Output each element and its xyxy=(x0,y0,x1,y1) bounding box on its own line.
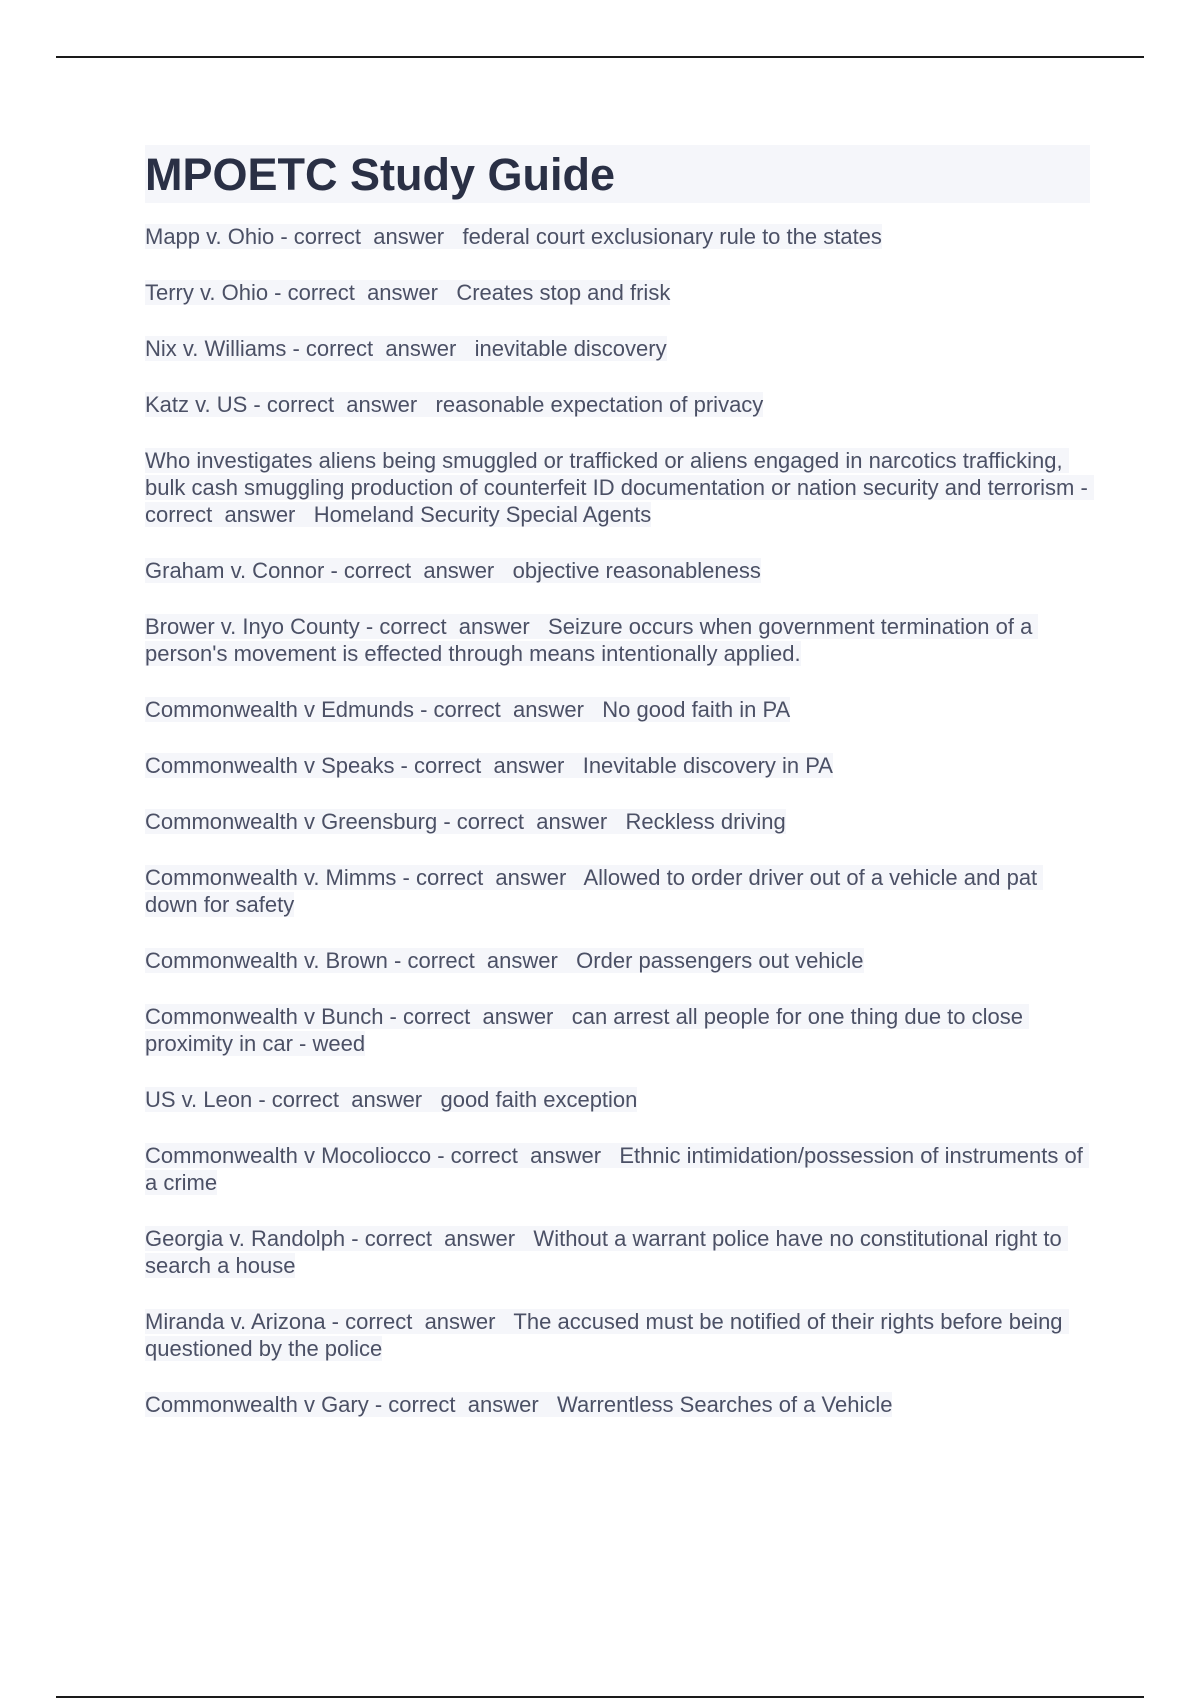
qa-text: Commonwealth v Greensburg - correct answer Reckless driving xyxy=(145,809,786,834)
qa-item xyxy=(145,447,1094,528)
bottom-rule xyxy=(56,1696,1144,1698)
qa-list xyxy=(145,223,1094,1418)
qa-text: US v. Leon - correct answer good faith exception xyxy=(145,1087,638,1112)
qa-item xyxy=(145,864,1090,918)
qa-item xyxy=(145,335,1090,362)
qa-item xyxy=(145,808,1090,835)
qa-text: Commonwealth v. Mimms - correct answer Allowed to order driver out of a vehicle and pat down for safety xyxy=(145,865,1044,917)
document-body xyxy=(145,145,1094,1447)
page-title: MPOETC Study Guide xyxy=(145,148,616,200)
qa-text: Nix v. Williams - correct answer inevitable discovery xyxy=(145,336,667,361)
qa-text: Commonwealth v Edmunds - correct answer No good faith in PA xyxy=(145,697,791,722)
qa-item xyxy=(145,1308,1090,1362)
qa-text: Graham v. Connor - correct answer objective reasonableness xyxy=(145,558,761,583)
qa-text: Mapp v. Ohio - correct answer federal court exclusionary rule to the states xyxy=(145,224,882,249)
qa-text: Miranda v. Arizona - correct answer The accused must be notified of their rights before being questioned by the police xyxy=(145,1309,1069,1361)
qa-text: Commonwealth v Speaks - correct answer Inevitable discovery in PA xyxy=(145,753,833,778)
qa-item xyxy=(145,1225,1090,1279)
qa-item xyxy=(145,752,1090,779)
qa-text: Brower v. Inyo County - correct answer Seizure occurs when government termination of a person's movement is effected through means intentionally applied. xyxy=(145,614,1039,666)
qa-item xyxy=(145,696,1090,723)
qa-text: Who investigates aliens being smuggled or trafficked or aliens engaged in narcotics trafficking, bulk cash smuggling production of counterfeit ID documentation or nation security and terrorism - correct answer Homeland Security Special Agents xyxy=(145,448,1094,527)
qa-text: Commonwealth v Mocoliocco - correct answer Ethnic intimidation/possession of instruments of a crime xyxy=(145,1143,1089,1195)
qa-item xyxy=(145,391,1090,418)
qa-text: Georgia v. Randolph - correct answer Without a warrant police have no constitutional right to search a house xyxy=(145,1226,1068,1278)
qa-text: Commonwealth v Gary - correct answer Warrentless Searches of a Vehicle xyxy=(145,1392,893,1417)
qa-text: Terry v. Ohio - correct answer Creates stop and frisk xyxy=(145,280,671,305)
qa-item xyxy=(145,1391,1090,1418)
qa-item xyxy=(145,223,1090,250)
top-rule xyxy=(56,56,1144,58)
qa-text: Commonwealth v. Brown - correct answer Order passengers out vehicle xyxy=(145,948,864,973)
qa-item xyxy=(145,1003,1090,1057)
title-bar xyxy=(145,145,1090,203)
qa-item xyxy=(145,613,1090,667)
qa-item xyxy=(145,1086,1090,1113)
qa-item xyxy=(145,279,1090,306)
qa-item xyxy=(145,947,1090,974)
qa-text: Katz v. US - correct answer reasonable expectation of privacy xyxy=(145,392,764,417)
qa-item xyxy=(145,1142,1090,1196)
qa-item xyxy=(145,557,1090,584)
qa-text: Commonwealth v Bunch - correct answer can arrest all people for one thing due to close proximity in car - weed xyxy=(145,1004,1030,1056)
